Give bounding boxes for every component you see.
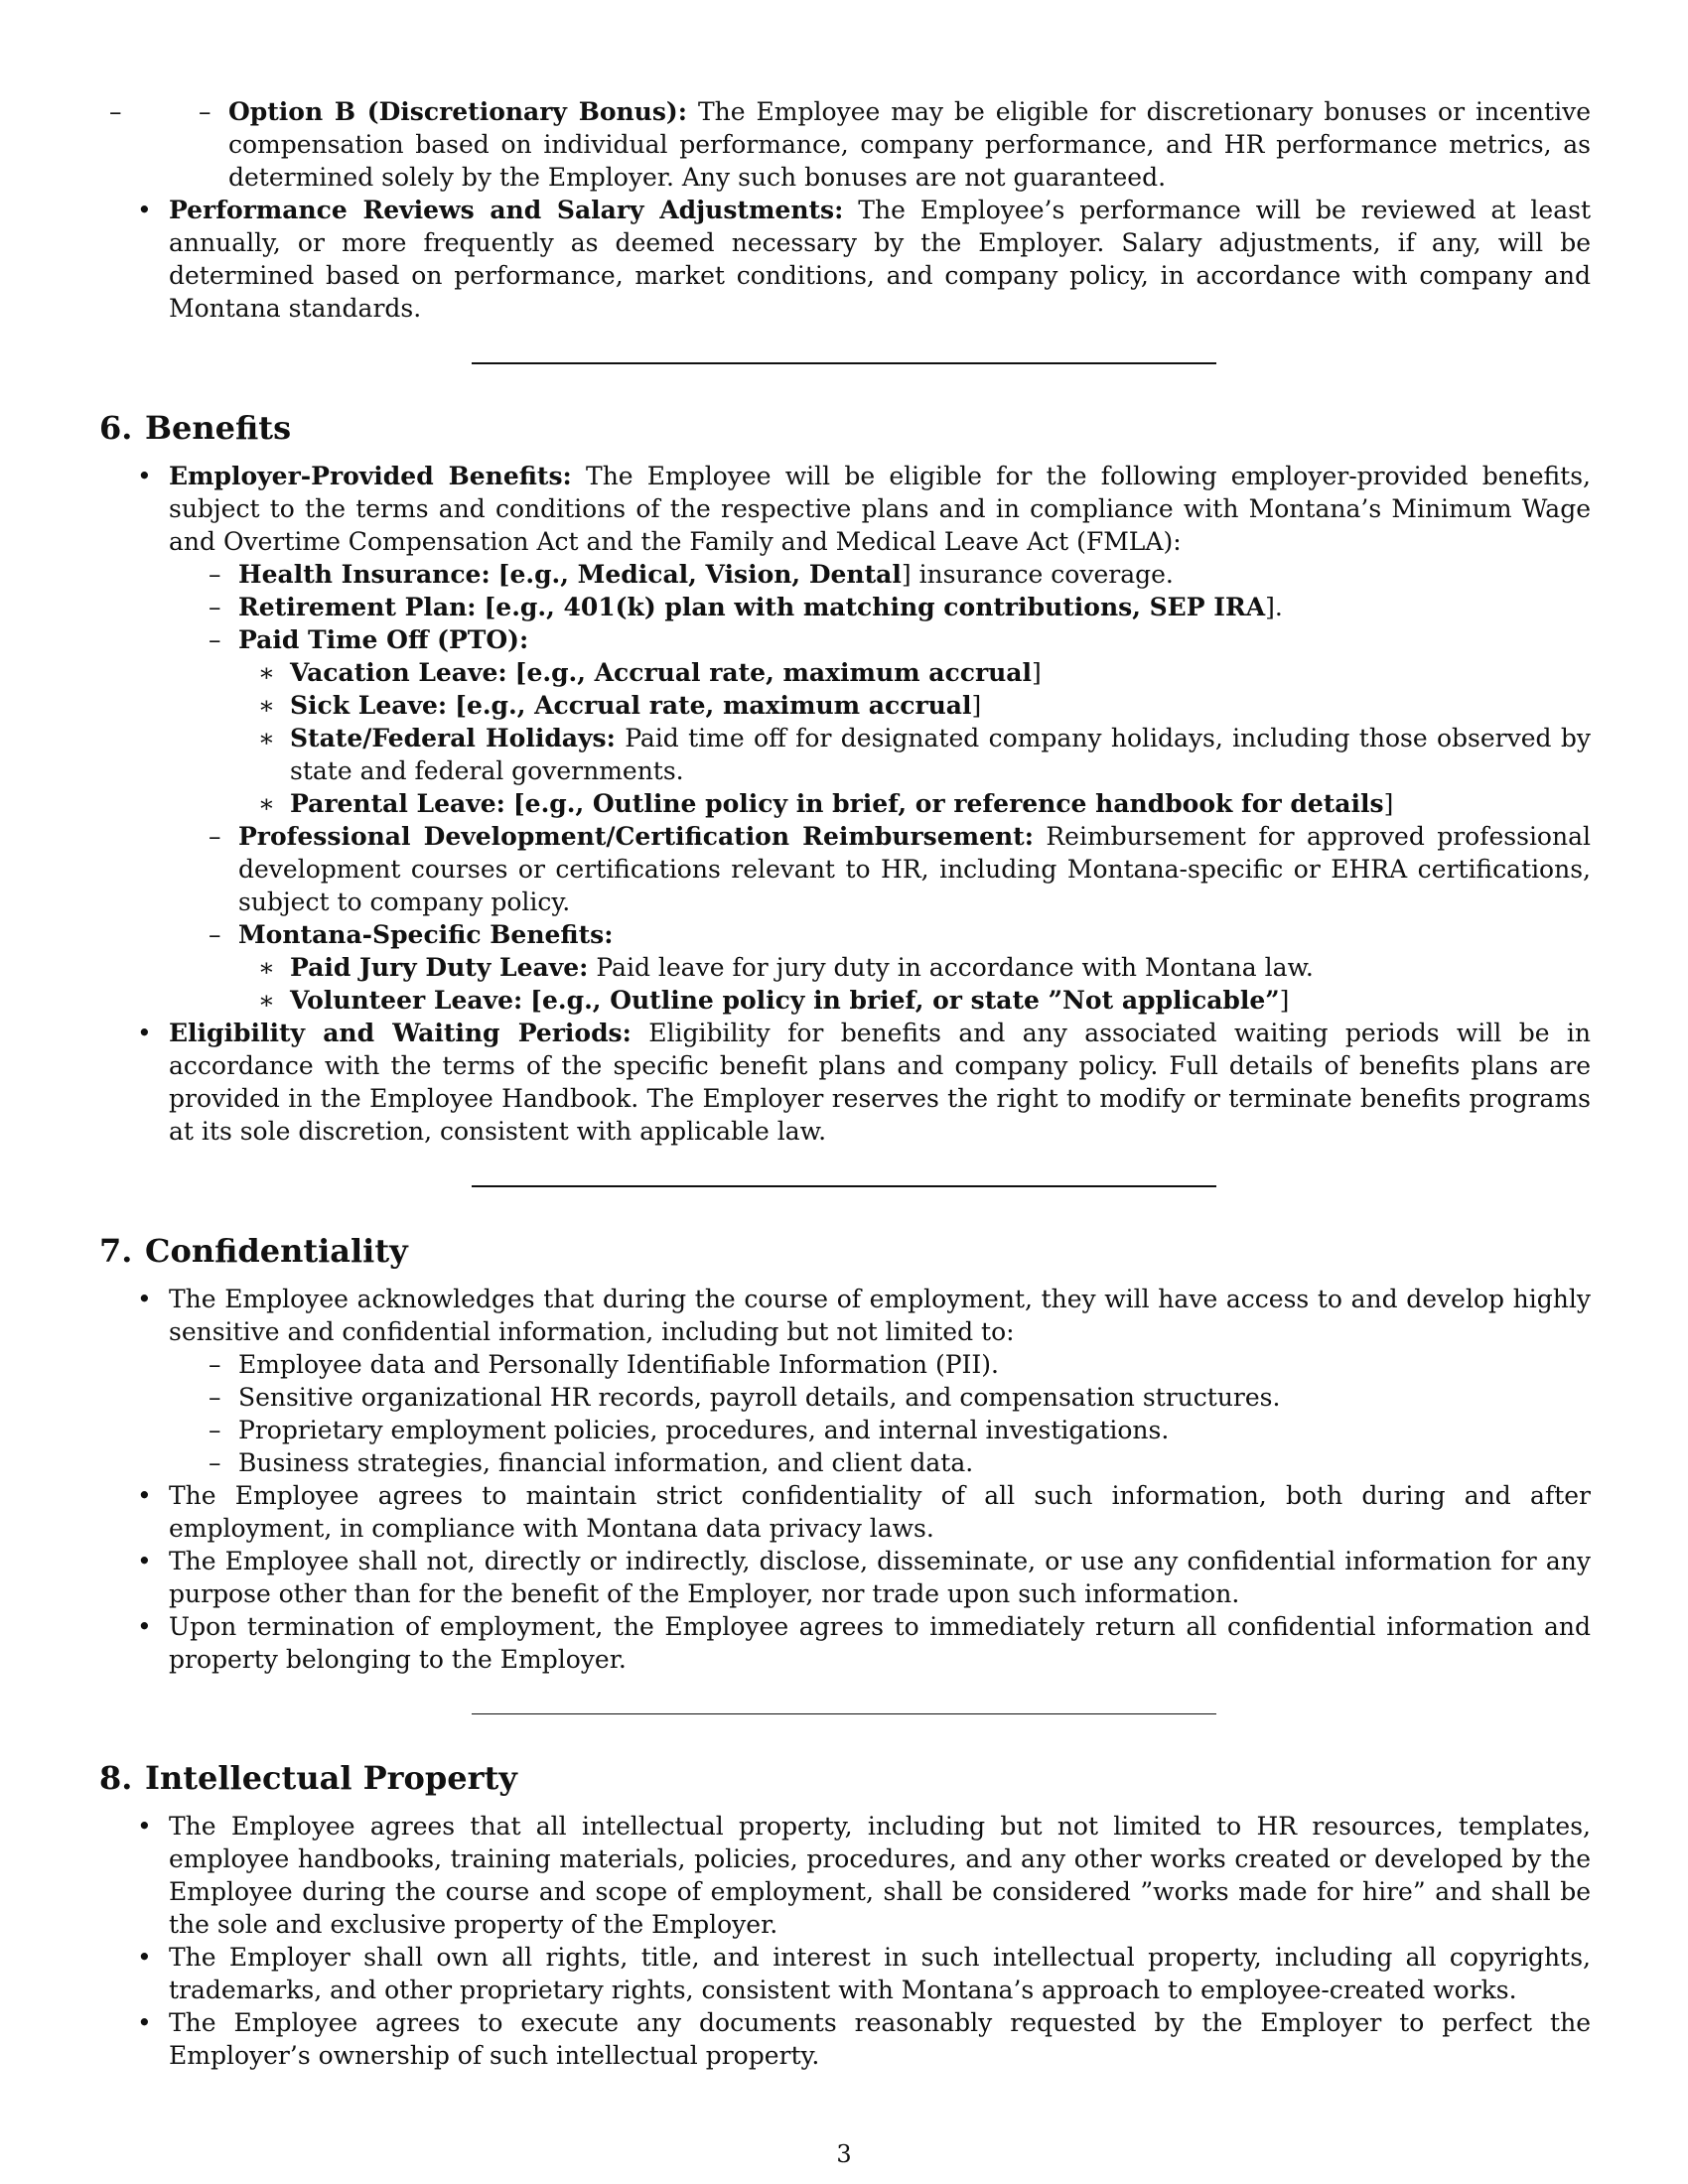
benefits-sublist [109,558,1591,1017]
section-title-text: Benefits [145,409,292,447]
retirement-label: Retirement Plan: [238,593,477,621]
sick-leave-item [109,689,1591,722]
jury-label: Paid Jury Duty Leave: [290,953,589,982]
section-title-confidentiality [99,1231,1591,1271]
sick-placeholder: [e.g., Accrual rate, maximum accrual [455,691,972,720]
performance-reviews-item [99,194,1591,325]
health-label: Health Insurance: [238,560,491,589]
pto-sublist [109,656,1591,820]
holidays-label: State/Federal Holidays: [290,724,616,752]
list-item: • The Employee shall not, directly or indirectly, disclose, disseminate, or use any confidential information for any purpose other than for the benefit of the Employer, nor trade upon such information. [99,1545,1591,1610]
health-placeholder: [e.g., Medical, Vision, Dental [497,560,902,589]
section-divider [472,1713,1216,1714]
option-b-text: The Employee may be eligible for discretionary bonuses or incentive compensation based on individual performance, company performance, and HR performance metrics, as determined solely by the Employer. Any such bonuses are not guaranteed. [228,97,1591,192]
volunteer-label: Volunteer Leave: [290,986,523,1015]
option-b-item [99,95,1591,194]
health-insurance-item [109,558,1591,591]
parental-leave-item [109,787,1591,820]
retirement-placeholder: [e.g., 401(k) plan with matching contributions, SEP IRA [484,593,1266,621]
pto-item [109,623,1591,820]
eligibility-text: Eligibility for benefits and any associated waiting periods will be in accordance with the terms of the specific benefit plans and company policy. Full details of benefits plans are provided in the Employee Handbook. The Employer reserves the right to modify or terminate benefits programs at its sole discretion, consistent with applicable law. [169,1019,1591,1146]
vacation-placeholder: [e.g., Accrual rate, maximum accrual [514,658,1032,687]
compensation-list [99,194,1591,325]
health-text: insurance coverage. [918,560,1174,589]
list-item: • The Employee agrees to maintain strict confidentiality of all such information, both during and after employment, in compliance with Montana data privacy laws. [99,1479,1591,1545]
compensation-option-list [99,95,1591,194]
pto-label: Paid Time Off (PTO): [238,625,529,654]
montana-benefits-item [109,918,1591,1017]
list-item: • The Employee agrees that all intellectual property, including but not limited to HR resources, templates, employee handbooks, training materials, policies, procedures, and any other works created or developed by the Employee during the course and scope of employment, shall be considered ”works made for hire” and shall be the sole and exclusive property of the Employer. [99,1810,1591,1941]
list-item: • Upon termination of employment, the Employee agrees to immediately return all confidential information and property belonging to the Employer. [99,1610,1591,1676]
section-title-benefits [99,408,1591,448]
professional-development-item [109,820,1591,918]
employer-benefits-text: The Employee will be eligible for the following employer-provided benefits, subject to the terms and conditions of the respective plans and in compliance with Montana’s Minimum Wage and Overtime Compensation Act and the Family and Medical Leave Act (FMLA): [169,462,1591,556]
list-item: – Sensitive organizational HR records, payroll details, and compensation structures. [109,1381,1591,1414]
document-page [99,95,1591,2072]
bracket: ] [971,691,982,720]
benefits-list [99,460,1591,1148]
dash-marker: – – [199,97,211,126]
section-divider [472,362,1216,364]
bracket: ] [1279,986,1290,1015]
jury-text: Paid leave for jury duty in accordance with Montana law. [596,953,1314,982]
jury-duty-item [109,951,1591,984]
eligibility-item [99,1017,1591,1148]
holidays-text: Paid time off for designated company holidays, including those observed by state and federal governments. [290,724,1591,785]
confidentiality-intro: The Employee acknowledges that during the course of employment, they will have access to and develop highly sensitive and confidential information, including but not limited to: [169,1285,1591,1346]
section-divider [472,1185,1216,1187]
retirement-plan-item [109,591,1591,623]
section-number: 7. [99,1232,133,1270]
list-item: – Employee data and Personally Identifiable Information (PII). [109,1348,1591,1381]
reviews-text: The Employee’s performance will be reviewed at least annually, or more frequently as deemed necessary by the Employer. Salary adjustments, if any, will be determined based on performance, market conditions, and company policy, in accordance with company and Montana standards. [169,196,1591,323]
employer-benefits-label: Employer-Provided Benefits: [169,462,572,490]
parental-placeholder: [e.g., Outline policy in brief, or reference handbook for details [512,789,1384,818]
prodev-label: Professional Development/Certification Reimbursement: [238,822,1034,851]
list-item: – Business strategies, financial information, and client data. [109,1446,1591,1479]
confidentiality-intro-item [99,1283,1591,1479]
vacation-leave-item [109,656,1591,689]
bracket: ]. [1265,593,1283,621]
reviews-label: Performance Reviews and Salary Adjustments: [169,196,844,224]
employer-benefits-item [99,460,1591,1017]
bracket: ] [901,560,912,589]
confidentiality-list [99,1283,1591,1676]
intellectual-property-list [99,1810,1591,2072]
section-title-intellectual-property [99,1758,1591,1798]
page-number: 3 [836,2140,852,2168]
section-number: 6. [99,409,133,447]
parental-label: Parental Leave: [290,789,505,818]
option-b-label: Option B (Discretionary Bonus): [228,97,687,126]
section-title-text: Confidentiality [145,1232,408,1270]
confidential-info-sublist [109,1348,1591,1479]
montana-label: Montana-Specific Benefits: [238,920,614,949]
section-number: 8. [99,1759,133,1797]
volunteer-leave-item [109,984,1591,1017]
eligibility-label: Eligibility and Waiting Periods: [169,1019,632,1047]
list-item: • The Employer shall own all rights, title, and interest in such intellectual property, including all copyrights, trademarks, and other proprietary rights, consistent with Montana’s approach to employee-created works. [99,1941,1591,2006]
bracket: ] [1032,658,1042,687]
montana-sublist [109,951,1591,1017]
prodev-text: Reimbursement for approved professional development courses or certifications relevant to HR, including Montana-specific or EHRA certifications, subject to company policy. [238,822,1591,916]
volunteer-placeholder: [e.g., Outline policy in brief, or state ”Not applicable” [530,986,1280,1015]
bracket: ] [1383,789,1394,818]
sick-label: Sick Leave: [290,691,448,720]
holidays-item [109,722,1591,787]
list-item: – Proprietary employment policies, procedures, and internal investigations. [109,1414,1591,1446]
section-title-text: Intellectual Property [145,1759,517,1797]
list-item: • The Employee agrees to execute any documents reasonably requested by the Employer to perfect the Employer’s ownership of such intellectual property. [99,2006,1591,2072]
vacation-label: Vacation Leave: [290,658,507,687]
